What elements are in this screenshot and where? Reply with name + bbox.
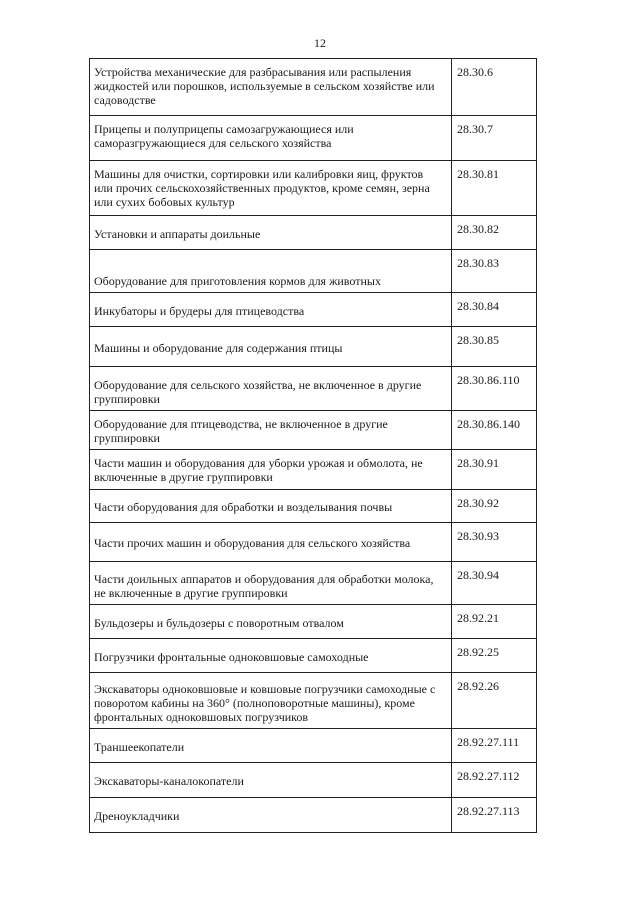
item-code: 28.30.86.140 [452,411,537,450]
item-name: Части машин и оборудования для уборки урожая и обмолота, не включенные в другие группировки [90,450,452,490]
item-name: Экскаваторы одноковшовые и ковшовые погрузчики самоходные с поворотом кабины на 360° (полноповоротные машины), кроме фронтальных одноковшовых погрузчиков [90,673,452,729]
table-row [90,639,537,673]
item-name: Оборудование для приготовления кормов для животных [90,250,452,293]
table-row [90,490,537,523]
classification-table [89,58,537,833]
item-name: Оборудование для сельского хозяйства, не включенное в другие группировки [90,367,452,411]
item-code: 28.92.27.111 [452,729,537,763]
item-code: 28.30.94 [452,562,537,605]
table-row [90,798,537,833]
item-name: Прицепы и полуприцепы самозагружающиеся или саморазгружающиеся для сельского хозяйства [90,116,452,161]
item-code: 28.30.81 [452,161,537,216]
item-name: Установки и аппараты доильные [90,216,452,250]
item-name: Дреноукладчики [90,798,452,833]
item-code: 28.30.85 [452,327,537,367]
item-code: 28.30.84 [452,293,537,327]
item-name: Оборудование для птицеводства, не включенное в другие группировки [90,411,452,450]
item-code: 28.30.91 [452,450,537,490]
item-code: 28.92.26 [452,673,537,729]
item-code: 28.92.25 [452,639,537,673]
item-name: Части прочих машин и оборудования для сельского хозяйства [90,523,452,562]
item-code: 28.92.21 [452,605,537,639]
table-row [90,523,537,562]
item-name: Части оборудования для обработки и возделывания почвы [90,490,452,523]
table-row [90,161,537,216]
table-row [90,250,537,293]
table-row [90,562,537,605]
item-code: 28.30.82 [452,216,537,250]
item-code: 28.92.27.112 [452,763,537,798]
item-code: 28.30.93 [452,523,537,562]
table-row [90,763,537,798]
item-name: Устройства механические для разбрасывания или распыления жидкостей или порошков, используемые в сельском хозяйстве или садоводстве [90,59,452,116]
table-row [90,450,537,490]
item-name: Машины для очистки, сортировки или калибровки яиц, фруктов или прочих сельскохозяйственных продуктов, кроме семян, зерна или сухих бобовых культур [90,161,452,216]
item-name: Инкубаторы и брудеры для птицеводства [90,293,452,327]
table-row [90,367,537,411]
table-row [90,293,537,327]
item-name: Бульдозеры и бульдозеры с поворотным отвалом [90,605,452,639]
item-code: 28.30.92 [452,490,537,523]
item-name: Экскаваторы-каналокопатели [90,763,452,798]
page-number: 12 [314,36,326,50]
table-row [90,673,537,729]
table-row [90,59,537,116]
table-row [90,411,537,450]
item-name: Траншеекопатели [90,729,452,763]
item-name: Части доильных аппаратов и оборудования для обработки молока, не включенные в другие группировки [90,562,452,605]
table-row [90,729,537,763]
table-row [90,605,537,639]
item-name: Погрузчики фронтальные одноковшовые самоходные [90,639,452,673]
item-code: 28.30.7 [452,116,537,161]
item-code: 28.30.86.110 [452,367,537,411]
table-row [90,216,537,250]
table-row [90,116,537,161]
item-name: Машины и оборудование для содержания птицы [90,327,452,367]
table-row [90,327,537,367]
item-code: 28.30.6 [452,59,537,116]
item-code: 28.92.27.113 [452,798,537,833]
item-code: 28.30.83 [452,250,537,293]
